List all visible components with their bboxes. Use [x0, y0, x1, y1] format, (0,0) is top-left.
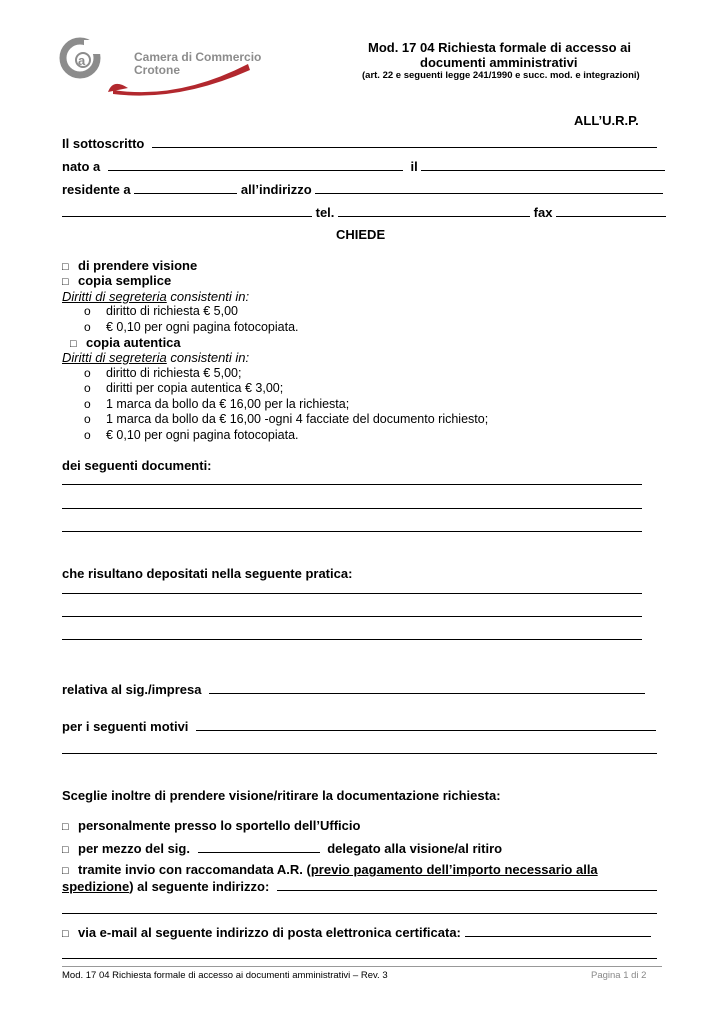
- bullet-icon: o: [84, 397, 91, 411]
- form-subtitle: (art. 22 e seguenti legge 241/1990 e succ. mod. e integrazioni): [362, 70, 640, 81]
- documenti-line-3[interactable]: [62, 531, 642, 532]
- sottoscritto-row: [62, 135, 657, 151]
- chiede-heading: CHIEDE: [336, 227, 386, 242]
- motivi-label: per i seguenti motivi: [62, 719, 189, 734]
- email-field[interactable]: [465, 924, 651, 937]
- bullet-icon: o: [84, 381, 91, 395]
- option-raccomandata[interactable]: [62, 862, 598, 877]
- option-sportello[interactable]: [62, 818, 360, 833]
- diritti-rest: consistenti in:: [166, 350, 250, 365]
- impresa-label: relativa al sig./impresa: [62, 682, 202, 697]
- tel-field[interactable]: [338, 204, 530, 217]
- checkbox-icon[interactable]: □: [62, 261, 69, 273]
- list-item: o € 0,10 per ogni pagina fotocopiata.: [84, 320, 299, 334]
- delegato-label-pre: per mezzo del sig.: [78, 841, 190, 856]
- list-item: o diritti per copia autentica € 3,00;: [84, 381, 284, 395]
- list-item: o 1 marca da bollo da € 16,00 -ogni 4 facciate del documento richiesto;: [84, 412, 489, 426]
- list-item: o diritto di richiesta € 5,00;: [84, 366, 242, 380]
- pratica-line-3[interactable]: [62, 639, 642, 640]
- documenti-line-2[interactable]: [62, 508, 642, 509]
- raccomandata-line-2[interactable]: [62, 913, 657, 914]
- email-line-2[interactable]: [62, 958, 657, 959]
- checkbox-icon[interactable]: □: [62, 276, 69, 288]
- list-item: o diritto di richiesta € 5,00: [84, 304, 239, 318]
- option-copia-autentica[interactable]: [70, 335, 181, 350]
- pratica-line-1[interactable]: [62, 593, 642, 594]
- pratica-label: che risultano depositati nella seguente pratica:: [62, 566, 353, 581]
- diritti-rest: consistenti in:: [166, 289, 250, 304]
- documenti-label: dei seguenti documenti:: [62, 458, 212, 473]
- diritti-label: Diritti di segreteria: [62, 350, 167, 365]
- diritti-heading-2: [62, 350, 249, 365]
- riga-extra-field[interactable]: [62, 204, 312, 217]
- bullet-icon: o: [84, 304, 91, 318]
- option-copia-autentica-label: copia autentica: [86, 335, 181, 350]
- form-title-line1: Mod. 17 04 Richiesta formale di accesso ai: [368, 40, 632, 55]
- checkbox-icon[interactable]: □: [62, 821, 69, 833]
- tel-label: tel.: [315, 205, 335, 220]
- documenti-line-1[interactable]: [62, 484, 642, 485]
- nato-a-field[interactable]: [108, 158, 403, 171]
- option-delegato[interactable]: [62, 840, 502, 856]
- email-label: via e-mail al seguente indirizzo di posta elettronica certificata:: [78, 925, 461, 940]
- footer-left: Mod. 17 04 Richiesta formale di accesso ai documenti amministrativi – Rev. 3: [62, 970, 388, 981]
- org-name-line1: Camera di Commercio: [134, 50, 262, 64]
- form-title-line2: documenti amministrativi: [420, 55, 578, 70]
- raccomandata-indirizzo-field[interactable]: [277, 878, 657, 891]
- raccomandata-note-1: previo pagamento dell’importo necessario alla: [310, 862, 598, 877]
- addressee: ALL’U.R.P.: [574, 113, 639, 128]
- footer-page: Pagina 1 di 2: [591, 970, 647, 981]
- raccomandata-label-post: ) al seguente indirizzo:: [129, 879, 270, 894]
- nato-label: nato a: [62, 159, 101, 174]
- checkbox-icon[interactable]: □: [62, 865, 69, 877]
- impresa-row: [62, 681, 645, 697]
- impresa-field[interactable]: [209, 681, 645, 694]
- pratica-line-2[interactable]: [62, 616, 642, 617]
- checkbox-icon[interactable]: □: [62, 928, 69, 940]
- bullet-icon: o: [84, 428, 91, 442]
- delegato-label-post: delegato alla visione/al ritiro: [327, 841, 503, 856]
- bullet-icon: o: [84, 412, 91, 426]
- indirizzo-field[interactable]: [315, 181, 663, 194]
- fax-field[interactable]: [556, 204, 666, 217]
- motivi-row: [62, 718, 656, 734]
- diritti-heading-1: [62, 289, 249, 304]
- sottoscritto-label: Il sottoscritto: [62, 136, 145, 151]
- checkbox-icon[interactable]: □: [70, 338, 77, 350]
- raccomandata-note-2: spedizione: [62, 879, 130, 894]
- diritti-label: Diritti di segreteria: [62, 289, 167, 304]
- sottoscritto-field[interactable]: [152, 135, 657, 148]
- raccomandata-label-pre: tramite invio con raccomandata A.R. (: [78, 862, 311, 877]
- option-copia-semplice[interactable]: [62, 273, 171, 288]
- delegato-field[interactable]: [198, 840, 320, 853]
- bullet-icon: o: [84, 320, 91, 334]
- residente-row: [62, 181, 663, 197]
- il-label: il: [410, 159, 418, 174]
- data-nascita-field[interactable]: [421, 158, 665, 171]
- option-email[interactable]: [62, 924, 651, 940]
- nato-row: [62, 158, 665, 174]
- raccomandata-row-2: [62, 878, 657, 894]
- list-item: o € 0,10 per ogni pagina fotocopiata.: [84, 428, 299, 442]
- sceglie-label: Sceglie inoltre di prendere visione/ritirare la documentazione richiesta:: [62, 788, 501, 803]
- motivi-line-2[interactable]: [62, 753, 657, 754]
- fax-label: fax: [533, 205, 553, 220]
- svg-text:a: a: [78, 53, 86, 68]
- indirizzo-label: all’indirizzo: [240, 182, 312, 197]
- option-copia-semplice-label: copia semplice: [78, 273, 172, 288]
- residente-label: residente a: [62, 182, 131, 197]
- option-sportello-label: personalmente presso lo sportello dell’Ufficio: [78, 818, 361, 833]
- org-name-line2: Crotone: [134, 63, 180, 77]
- option-visione-label: di prendere visione: [78, 258, 198, 273]
- footer-divider: [62, 966, 662, 967]
- checkbox-icon[interactable]: □: [62, 844, 69, 856]
- motivi-field[interactable]: [196, 718, 656, 731]
- list-item: o 1 marca da bollo da € 16,00 per la richiesta;: [84, 397, 350, 411]
- contatti-row: [62, 204, 666, 220]
- residente-field[interactable]: [134, 181, 237, 194]
- option-visione[interactable]: [62, 258, 197, 273]
- bullet-icon: o: [84, 366, 91, 380]
